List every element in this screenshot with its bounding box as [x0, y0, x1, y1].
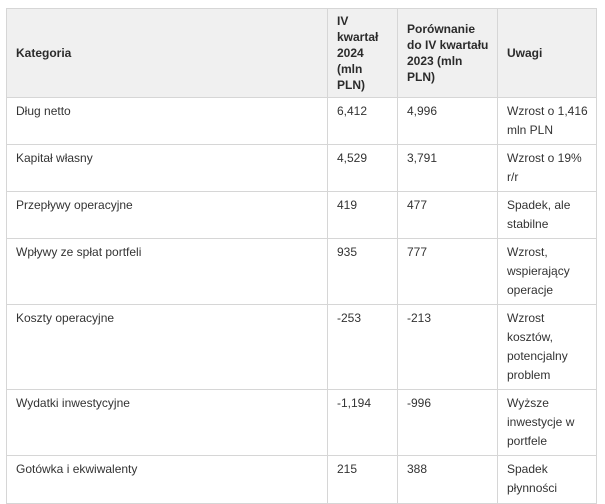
q4-2023-cell: -213	[398, 305, 498, 390]
q4-2024-cell: 6,412	[328, 98, 398, 145]
uwagi-cell: Wzrost o 1,416 mln PLN	[498, 98, 597, 145]
table-row	[7, 305, 597, 390]
category-cell: Kapitał własny	[7, 145, 328, 192]
financial-summary-table	[6, 8, 597, 504]
table-row	[7, 390, 597, 456]
q4-2024-cell: 215	[328, 456, 398, 504]
uwagi-cell: Wzrost, wspierający operacje	[498, 239, 597, 305]
q4-2023-cell: 3,791	[398, 145, 498, 192]
table-row	[7, 456, 597, 504]
uwagi-cell: Wzrost kosztów, potencjalny problem	[498, 305, 597, 390]
q4-2024-cell: -1,194	[328, 390, 398, 456]
table-row	[7, 98, 597, 145]
column-header-q4-2024: IV kwartał 2024 (mln PLN)	[328, 9, 398, 98]
table-row	[7, 192, 597, 239]
q4-2024-cell: -253	[328, 305, 398, 390]
uwagi-cell: Wzrost o 19% r/r	[498, 145, 597, 192]
column-header-kategoria: Kategoria	[7, 9, 328, 98]
uwagi-cell: Spadek płynności	[498, 456, 597, 504]
q4-2023-cell: -996	[398, 390, 498, 456]
uwagi-cell: Wyższe inwestycje w portfele	[498, 390, 597, 456]
uwagi-cell: Spadek, ale stabilne	[498, 192, 597, 239]
column-header-uwagi: Uwagi	[498, 9, 597, 98]
header-row	[7, 9, 597, 98]
category-cell: Wpływy ze spłat portfeli	[7, 239, 328, 305]
category-cell: Koszty operacyjne	[7, 305, 328, 390]
column-header-q4-2023: Porównanie do IV kwartału 2023 (mln PLN)	[398, 9, 498, 98]
q4-2024-cell: 419	[328, 192, 398, 239]
category-cell: Przepływy operacyjne	[7, 192, 328, 239]
q4-2023-cell: 477	[398, 192, 498, 239]
table-row	[7, 239, 597, 305]
q4-2024-cell: 935	[328, 239, 398, 305]
category-cell: Wydatki inwestycyjne	[7, 390, 328, 456]
q4-2023-cell: 777	[398, 239, 498, 305]
q4-2023-cell: 388	[398, 456, 498, 504]
category-cell: Gotówka i ekwiwalenty	[7, 456, 328, 504]
q4-2023-cell: 4,996	[398, 98, 498, 145]
table-row	[7, 145, 597, 192]
category-cell: Dług netto	[7, 98, 328, 145]
q4-2024-cell: 4,529	[328, 145, 398, 192]
